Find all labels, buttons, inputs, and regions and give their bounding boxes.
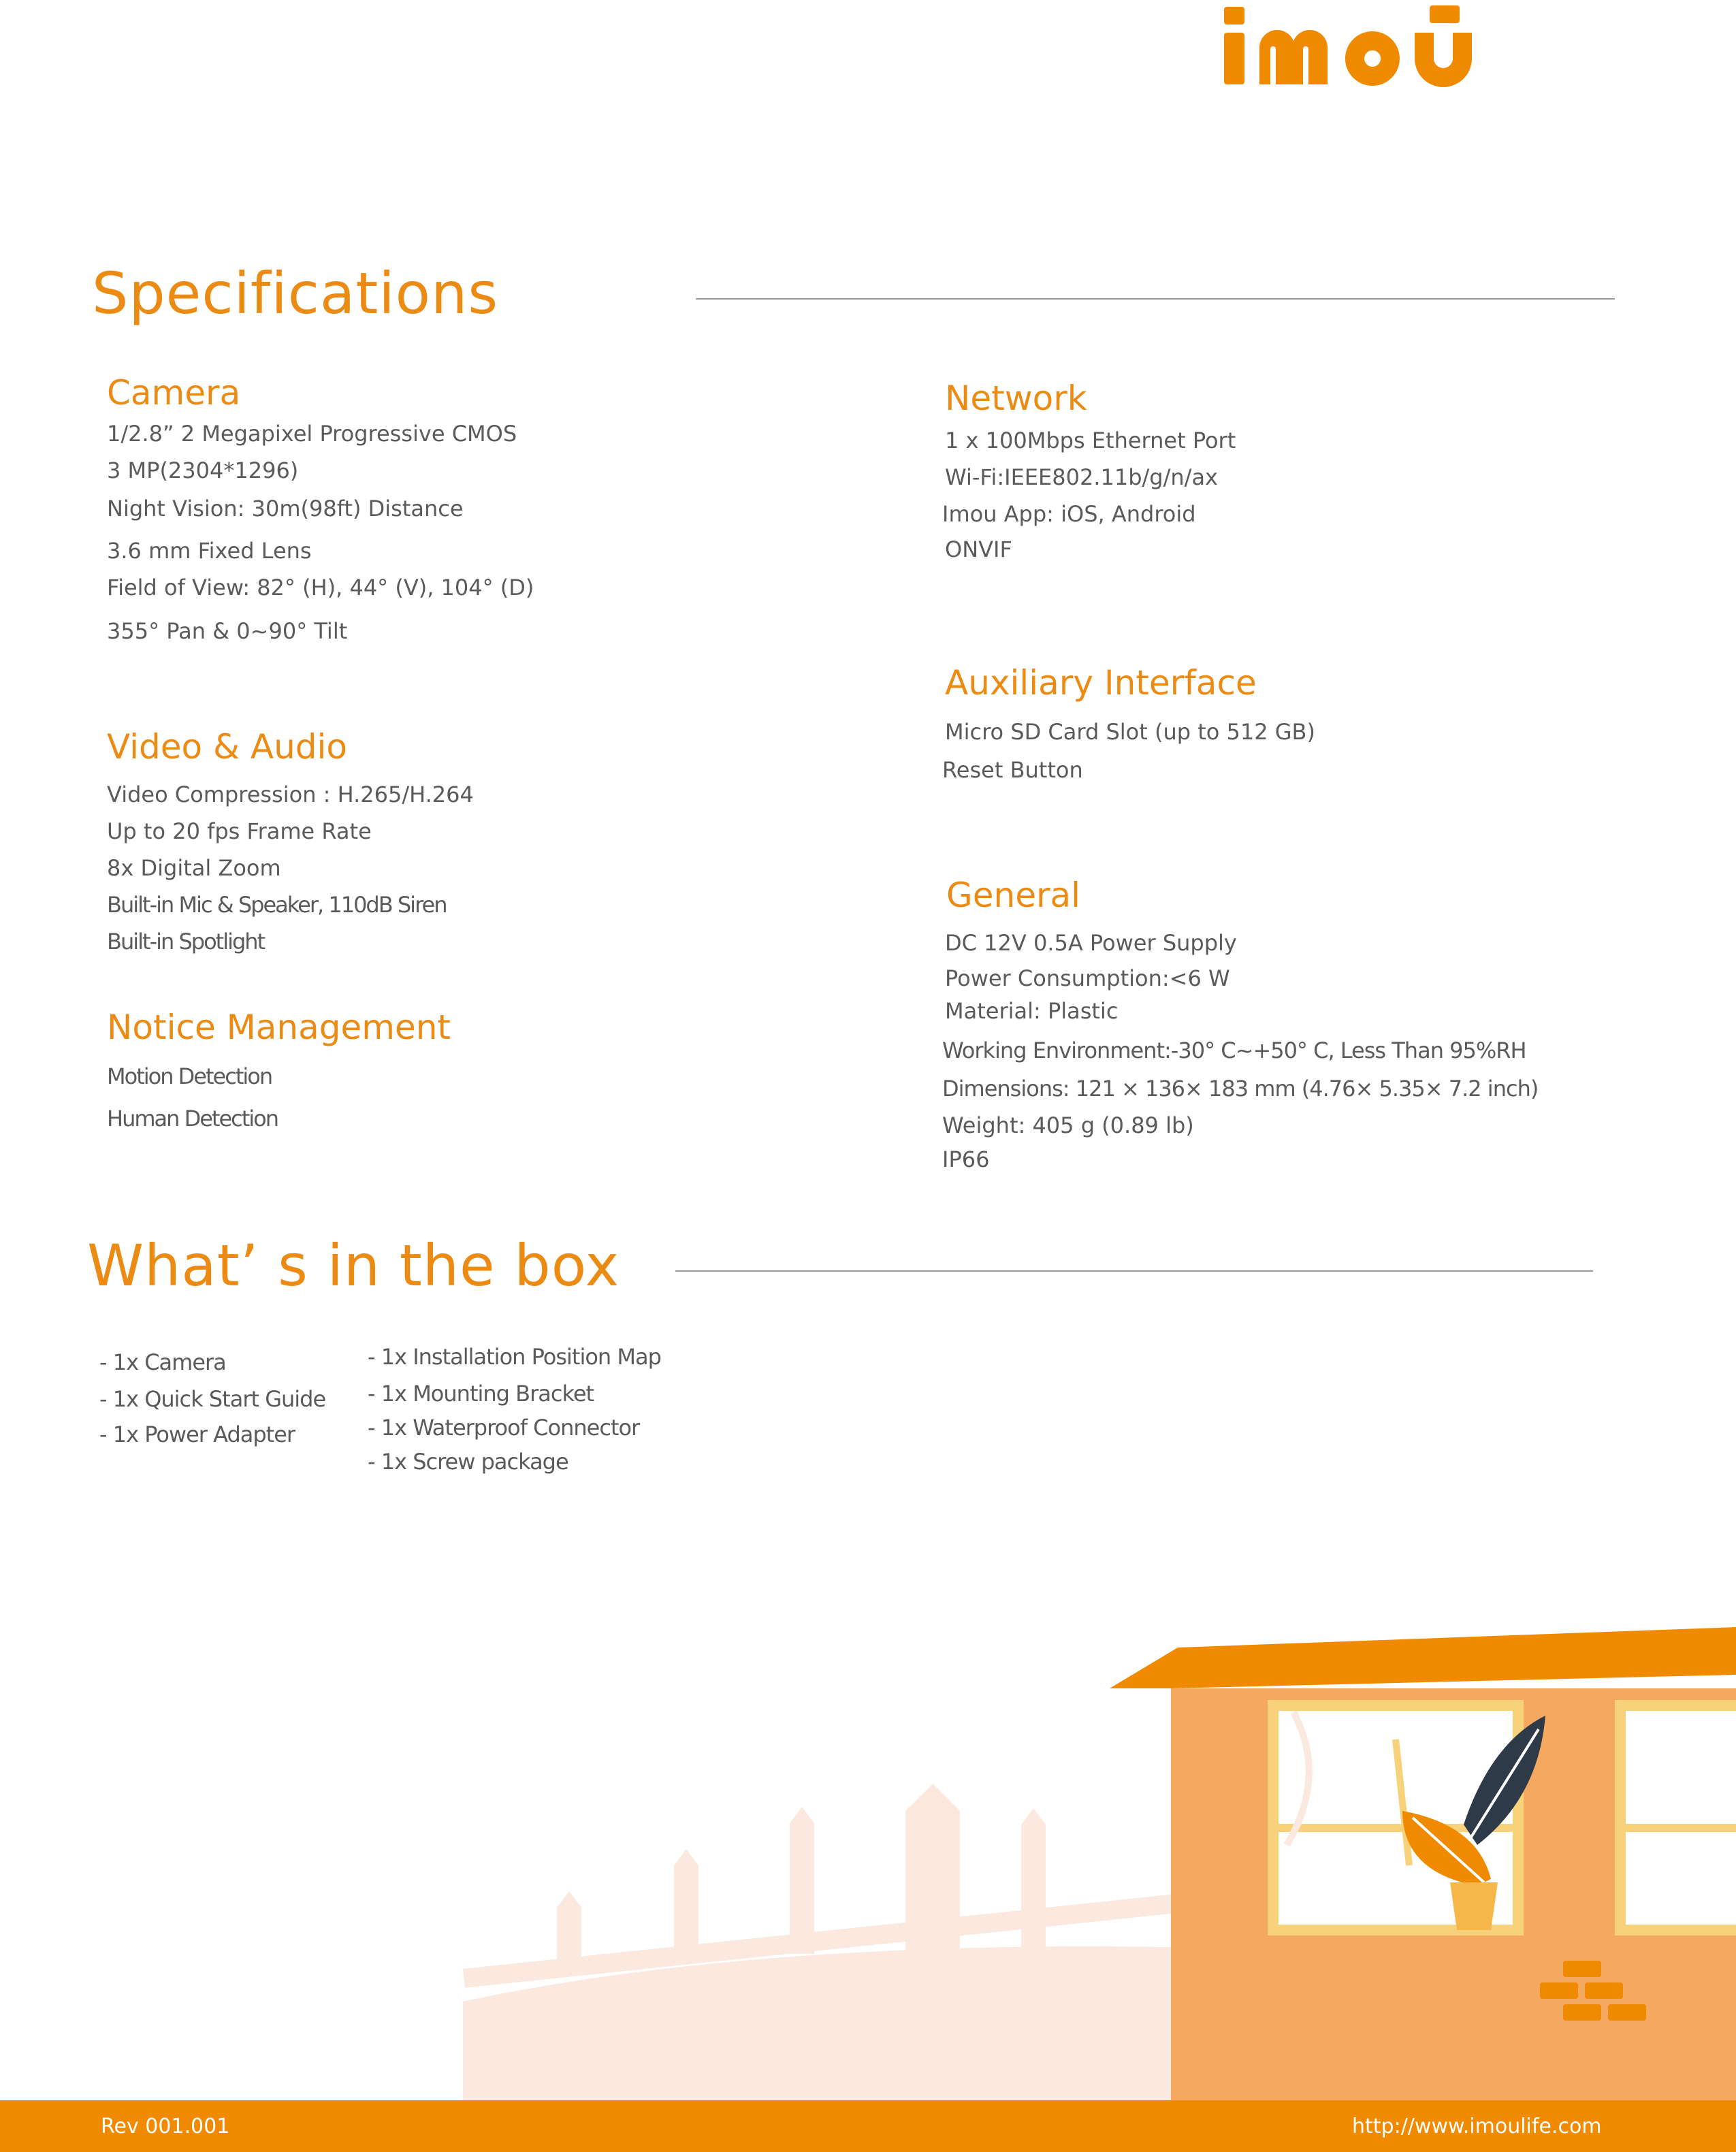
spec-line: Wi-Fi:IEEE802.11b/g/n/ax	[945, 464, 1218, 490]
auxiliary-heading: Auxiliary Interface	[945, 663, 1257, 703]
divider	[696, 298, 1615, 300]
box-item: - 1x Waterproof Connector	[368, 1415, 640, 1441]
spec-line: 8x Digital Zoom	[107, 855, 281, 881]
spec-line: Up to 20 fps Frame Rate	[107, 818, 372, 844]
general-heading: General	[946, 876, 1081, 915]
camera-heading: Camera	[107, 373, 241, 413]
spec-line: Built-in Spotlight	[107, 929, 265, 954]
spec-line: 1/2.8” 2 Megapixel Progressive CMOS	[107, 421, 517, 447]
spec-line: IP66	[942, 1146, 990, 1172]
spec-line: Built-in Mic & Speaker, 110dB Siren	[107, 892, 447, 918]
video-audio-heading: Video & Audio	[107, 727, 347, 767]
spec-line: 355° Pan & 0~90° Tilt	[107, 618, 348, 644]
spec-line: ONVIF	[945, 536, 1012, 562]
spec-line: Night Vision: 30m(98ft) Distance	[107, 496, 464, 521]
spec-line: Human Detection	[107, 1106, 278, 1131]
network-heading: Network	[945, 379, 1087, 418]
spec-line: Power Consumption:<6 W	[945, 965, 1230, 991]
house-illustration	[0, 1620, 1736, 2100]
spec-line: Micro SD Card Slot (up to 512 GB)	[945, 719, 1315, 745]
spec-line: Video Compression : H.265/H.264	[107, 782, 474, 807]
box-item: - 1x Camera	[99, 1349, 226, 1375]
spec-line: Weight: 405 g (0.89 lb)	[942, 1112, 1194, 1138]
box-item: - 1x Installation Position Map	[368, 1344, 661, 1370]
box-title: What’ s in the box	[87, 1232, 620, 1299]
spec-line: Reset Button	[942, 757, 1083, 783]
spec-line: 3 MP(2304*1296)	[107, 457, 299, 483]
box-item: - 1x Screw package	[368, 1449, 568, 1475]
plant-pot	[1450, 1882, 1498, 1930]
house-roof	[1110, 1627, 1736, 1688]
revision-label: Rev 001.001	[101, 2115, 230, 2138]
notice-heading: Notice Management	[107, 1008, 451, 1047]
specifications-title: Specifications	[92, 260, 499, 327]
box-item: - 1x Quick Start Guide	[99, 1386, 326, 1412]
spec-line: Material: Plastic	[945, 998, 1119, 1024]
spec-line: Field of View: 82° (H), 44° (V), 104° (D)	[107, 575, 534, 600]
box-item: - 1x Power Adapter	[99, 1422, 295, 1447]
spec-line: 3.6 mm Fixed Lens	[107, 538, 312, 564]
spec-line: Imou App: iOS, Android	[942, 501, 1196, 527]
spec-line: Motion Detection	[107, 1063, 272, 1089]
divider	[675, 1270, 1593, 1272]
website-link[interactable]: http://www.imoulife.com	[1352, 2115, 1602, 2138]
box-item: - 1x Mounting Bracket	[368, 1381, 594, 1407]
spec-line: 1 x 100Mbps Ethernet Port	[945, 428, 1236, 453]
spec-line: Dimensions: 121 × 136× 183 mm (4.76× 5.35× 7.2 inch)	[942, 1076, 1539, 1102]
spec-line: Working Environment:-30° C~+50° C, Less Than 95%RH	[942, 1038, 1526, 1063]
spec-line: DC 12V 0.5A Power Supply	[945, 930, 1237, 956]
imou-logo	[1219, 0, 1600, 95]
